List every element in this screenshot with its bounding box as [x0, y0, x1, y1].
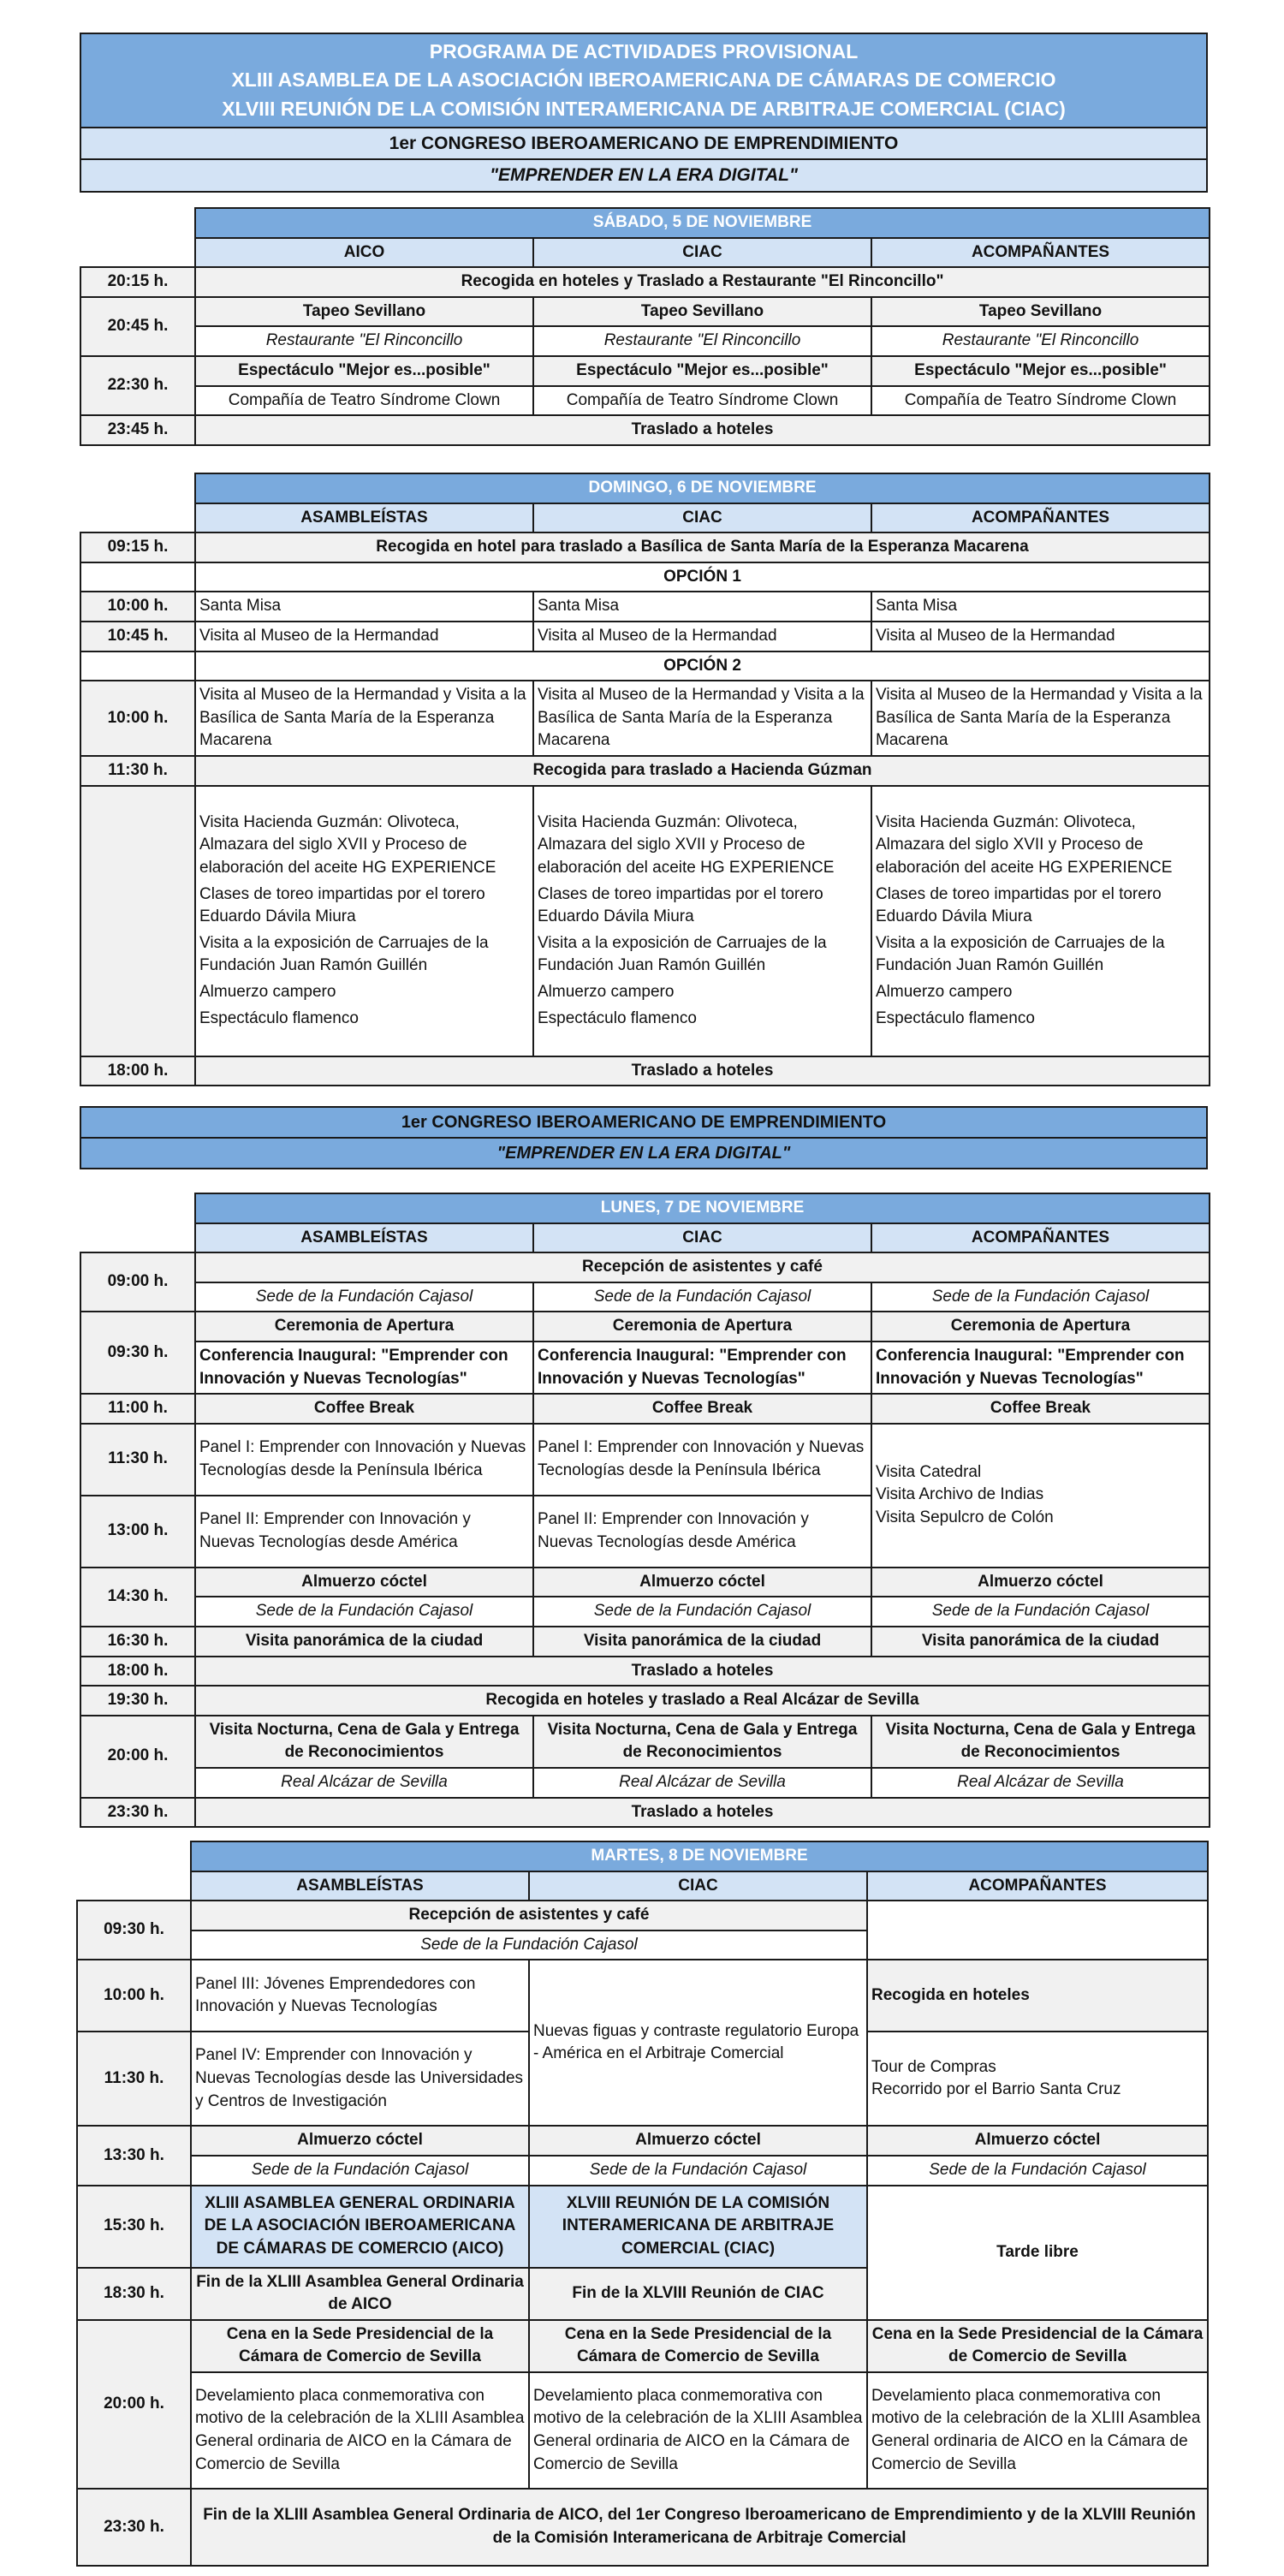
- time-cell: 20:15 h.: [80, 267, 195, 297]
- activity-cell: Visita panorámica de la ciudad: [195, 1627, 533, 1657]
- activity-item: Visita a la exposición de Carruajes de la Fundación Juan Ramón Guillén: [538, 933, 827, 975]
- activity-cell: Tapeo Sevillano: [871, 297, 1210, 327]
- time-cell: 11:00 h.: [80, 1394, 195, 1424]
- activity-cell: Recepción de asistentes y café: [195, 1252, 1210, 1282]
- activity-cell: Almuerzo cóctel: [191, 2126, 529, 2156]
- location-cell: Sede de la Fundación Cajasol: [871, 1282, 1210, 1312]
- location-cell: Restaurante "El Rinconcillo: [195, 326, 533, 356]
- activity-cell: Conferencia Inaugural: "Emprender con Innovación y Nuevas Tecnologías": [871, 1342, 1210, 1394]
- time-cell: 13:00 h.: [80, 1496, 195, 1568]
- table-row: [77, 1901, 1208, 1931]
- table-row: [80, 415, 1210, 445]
- title-line-2: XLIII ASAMBLEA DE LA ASOCIACIÓN IBEROAMERICANA DE CÁMARAS DE COMERCIO: [231, 68, 1056, 92]
- activity-item: Espectáculo flamenco: [199, 1008, 359, 1027]
- time-cell: 23:30 h.: [77, 2489, 191, 2566]
- activity-cell: Develamiento placa conmemorativa con motivo de la celebración de la XLIII Asamblea General ordinaria de AICO en la Cámara de Comercio de Sevilla: [529, 2372, 867, 2489]
- activity-cell: Conferencia Inaugural: "Emprender con Innovación y Nuevas Tecnologías": [195, 1342, 533, 1394]
- day-title: LUNES, 7 DE NOVIEMBRE: [195, 1193, 1210, 1223]
- table-row: [77, 2186, 1208, 2268]
- activity-cell: Panel II: Emprender con Innovación y Nuevas Tecnologías desde América: [195, 1496, 533, 1568]
- time-cell: 10:00 h.: [77, 1960, 191, 2032]
- activity-cell: Santa Misa: [533, 592, 871, 622]
- activity-item: Visita Catedral: [876, 1462, 982, 1481]
- table-row: [80, 356, 1210, 386]
- free-afternoon-cell: Tarde libre: [867, 2186, 1208, 2320]
- program-header: [80, 33, 1208, 193]
- activity-cell: Santa Misa: [195, 592, 533, 622]
- activity-cell: Develamiento placa conmemorativa con motivo de la celebración de la XLIII Asamblea General ordinaria de AICO en la Cámara de Comercio de Sevilla: [867, 2372, 1208, 2489]
- activity-cell: Cena en la Sede Presidencial de la Cámara de Comercio de Sevilla: [529, 2320, 867, 2372]
- activity-cell: Visita al Museo de la Hermandad: [195, 622, 533, 651]
- activity-cell: Almuerzo cóctel: [867, 2126, 1208, 2156]
- time-cell: 18:00 h.: [80, 1657, 195, 1687]
- activity-list: [533, 786, 871, 1056]
- table-row: [80, 1798, 1210, 1828]
- table-row: [80, 532, 1210, 562]
- activity-cell: Visita al Museo de la Hermandad: [871, 622, 1210, 651]
- time-cell: 11:30 h.: [80, 1424, 195, 1496]
- activity-cell: Visita al Museo de la Hermandad: [533, 622, 871, 651]
- column-header: CIAC: [529, 1871, 867, 1901]
- day-title: DOMINGO, 6 DE NOVIEMBRE: [195, 473, 1210, 503]
- activity-cell: Traslado a hoteles: [195, 1657, 1210, 1687]
- activity-item: Almuerzo campero: [199, 983, 336, 1002]
- time-cell-empty: [80, 786, 195, 1056]
- table-row: [80, 326, 1210, 356]
- location-cell: Sede de la Fundación Cajasol: [533, 1597, 871, 1627]
- activity-item: Visita Hacienda Guzmán: Olivoteca, Almazara del siglo XVII y Proceso de elaboración del aceite HG EXPERIENCE: [876, 812, 1173, 878]
- table-row: [80, 386, 1210, 416]
- table-row: [80, 1056, 1210, 1086]
- table-row: [80, 1597, 1210, 1627]
- column-header: CIAC: [533, 238, 871, 268]
- activity-cell: Fin de la XLVIII Reunión de CIAC: [529, 2268, 867, 2320]
- table-row: [77, 2320, 1208, 2372]
- activity-item: Clases de toreo impartidas por el torero Eduardo Dávila Miura: [199, 884, 485, 926]
- activity-item: Visita Archivo de Indias: [876, 1485, 1044, 1504]
- table-row: [80, 1627, 1210, 1657]
- table-row: [80, 622, 1210, 651]
- activity-cell: Nuevas figuas y contraste regulatorio Europa - América en el Arbitraje Comercial: [529, 1960, 867, 2126]
- activity-cell: Recogida en hoteles: [867, 1960, 1208, 2032]
- activity-cell: Recogida en hoteles y Traslado a Restaurante "El Rinconcillo": [195, 267, 1210, 297]
- time-cell: 13:30 h.: [77, 2126, 191, 2185]
- table-row: [80, 786, 1210, 1056]
- activity-cell: Recogida en hotel para traslado a Basílica de Santa María de la Esperanza Macarena: [195, 532, 1210, 562]
- column-header: ASAMBLEÍSTAS: [195, 503, 533, 533]
- location-cell: Restaurante "El Rinconcillo: [533, 326, 871, 356]
- title-line-3: XLVIII REUNIÓN DE LA COMISIÓN INTERAMERICANA DE ARBITRAJE COMERCIAL (CIAC): [222, 97, 1066, 120]
- column-header: ACOMPAÑANTES: [867, 1871, 1208, 1901]
- time-cell: 20:00 h.: [77, 2320, 191, 2489]
- time-cell: 18:30 h.: [77, 2268, 191, 2320]
- activity-cell: Traslado a hoteles: [195, 1056, 1210, 1086]
- activity-item: Espectáculo flamenco: [538, 1008, 697, 1027]
- location-cell: Sede de la Fundación Cajasol: [529, 2156, 867, 2186]
- table-row: [77, 2372, 1208, 2489]
- table-row: [80, 267, 1210, 297]
- activity-cell: Recogida para traslado a Hacienda Gúzman: [195, 756, 1210, 786]
- table-row: [80, 1312, 1210, 1342]
- location-cell: Sede de la Fundación Cajasol: [867, 2156, 1208, 2186]
- activity-cell: Espectáculo "Mejor es...posible": [533, 356, 871, 386]
- activity-cell: Recepción de asistentes y café: [191, 1901, 867, 1931]
- table-row: [77, 2489, 1208, 2566]
- location-cell: Real Alcázar de Sevilla: [871, 1768, 1210, 1798]
- table-row: [80, 756, 1210, 786]
- activity-cell: Coffee Break: [533, 1394, 871, 1424]
- table-row: [80, 1686, 1210, 1716]
- activity-cell: Visita panorámica de la ciudad: [533, 1627, 871, 1657]
- activity-item: Clases de toreo impartidas por el torero Eduardo Dávila Miura: [538, 884, 823, 926]
- location-cell: Compañía de Teatro Síndrome Clown: [195, 386, 533, 416]
- location-cell: Sede de la Fundación Cajasol: [191, 2156, 529, 2186]
- table-row: [80, 1342, 1210, 1394]
- time-cell: 19:30 h.: [80, 1686, 195, 1716]
- activity-cell: Visita Nocturna, Cena de Gala y Entrega de Reconocimientos: [195, 1716, 533, 1768]
- table-row: [77, 2126, 1208, 2156]
- closing-cell: Fin de la XLIII Asamblea General Ordinaria de AICO, del 1er Congreso Iberoamericano de Emprendimiento y de la XLVIII Reunión de la Comisión Interamericana de Arbitraje Comercial: [191, 2489, 1208, 2566]
- option-label: OPCIÓN 2: [195, 651, 1210, 681]
- activity-cell: Espectáculo "Mejor es...posible": [871, 356, 1210, 386]
- activity-cell: Panel III: Jóvenes Emprendedores con Innovación y Nuevas Tecnologías: [191, 1960, 529, 2032]
- time-cell: 09:15 h.: [80, 532, 195, 562]
- activity-cell: Coffee Break: [195, 1394, 533, 1424]
- activity-cell: Recogida en hoteles y traslado a Real Alcázar de Sevilla: [195, 1686, 1210, 1716]
- time-cell: 23:45 h.: [80, 415, 195, 445]
- table-row: [80, 297, 1210, 327]
- activity-cell: Ceremonia de Apertura: [195, 1312, 533, 1342]
- activity-item: Clases de toreo impartidas por el torero Eduardo Dávila Miura: [876, 884, 1162, 926]
- activity-cell: Panel I: Emprender con Innovación y Nuevas Tecnologías desde la Península Ibérica: [195, 1424, 533, 1496]
- table-row: [80, 1282, 1210, 1312]
- location-cell: Sede de la Fundación Cajasol: [533, 1282, 871, 1312]
- location-cell: Compañía de Teatro Síndrome Clown: [871, 386, 1210, 416]
- activity-cell: Ceremonia de Apertura: [871, 1312, 1210, 1342]
- table-row: [80, 1716, 1210, 1768]
- location-cell: Real Alcázar de Sevilla: [195, 1768, 533, 1798]
- time-cell: 10:45 h.: [80, 622, 195, 651]
- title-line-1: PROGRAMA DE ACTIVIDADES PROVISIONAL: [429, 40, 859, 62]
- activity-list: [871, 786, 1210, 1056]
- location-cell: Sede de la Fundación Cajasol: [871, 1597, 1210, 1627]
- activity-cell: Fin de la XLIII Asamblea General Ordinaria de AICO: [191, 2268, 529, 2320]
- time-cell: 11:30 h.: [77, 2032, 191, 2126]
- table-row: [80, 562, 1210, 592]
- assembly-cell: XLIII ASAMBLEA GENERAL ORDINARIA DE LA ASOCIACIÓN IBEROAMERICANA DE CÁMARAS DE COMERCIO (AICO): [191, 2186, 529, 2268]
- activity-item: Espectáculo flamenco: [876, 1008, 1035, 1027]
- activity-list: [867, 2032, 1208, 2126]
- meeting-cell: XLVIII REUNIÓN DE LA COMISIÓN INTERAMERICANA DE ARBITRAJE COMERCIAL (CIAC): [529, 2186, 867, 2268]
- activity-list: [871, 1424, 1210, 1568]
- empty-cell: [867, 1901, 1208, 1960]
- table-row: [80, 1394, 1210, 1424]
- activity-cell: Ceremonia de Apertura: [533, 1312, 871, 1342]
- activity-cell: Santa Misa: [871, 592, 1210, 622]
- activity-cell: Visita al Museo de la Hermandad y Visita a la Basílica de Santa María de la Esperanza Macarena: [533, 681, 871, 756]
- activity-cell: Almuerzo cóctel: [195, 1568, 533, 1597]
- activity-item: Visita Sepulcro de Colón: [876, 1508, 1054, 1527]
- congress-header: [80, 1106, 1208, 1169]
- time-cell: 10:00 h.: [80, 592, 195, 622]
- table-row: [80, 651, 1210, 681]
- location-cell: Compañía de Teatro Síndrome Clown: [533, 386, 871, 416]
- table-row: [80, 1657, 1210, 1687]
- location-cell: Sede de la Fundación Cajasol: [195, 1597, 533, 1627]
- location-cell: Sede de la Fundación Cajasol: [195, 1282, 533, 1312]
- activity-cell: Visita Nocturna, Cena de Gala y Entrega de Reconocimientos: [871, 1716, 1210, 1768]
- column-header: ASAMBLEÍSTAS: [191, 1871, 529, 1901]
- activity-cell: Visita panorámica de la ciudad: [871, 1627, 1210, 1657]
- location-cell: Sede de la Fundación Cajasol: [191, 1931, 867, 1960]
- column-header: AICO: [195, 238, 533, 268]
- activity-cell: Visita Nocturna, Cena de Gala y Entrega de Reconocimientos: [533, 1716, 871, 1768]
- activity-cell: Coffee Break: [871, 1394, 1210, 1424]
- activity-cell: Panel IV: Emprender con Innovación y Nuevas Tecnologías desde las Universidades y Centros de Investigación: [191, 2032, 529, 2126]
- activity-cell: Cena en la Sede Presidencial de la Cámara de Comercio de Sevilla: [867, 2320, 1208, 2372]
- activity-cell: Develamiento placa conmemorativa con motivo de la celebración de la XLIII Asamblea General ordinaria de AICO en la Cámara de Comercio de Sevilla: [191, 2372, 529, 2489]
- activity-cell: Conferencia Inaugural: "Emprender con Innovación y Nuevas Tecnologías": [533, 1342, 871, 1394]
- activity-cell: Visita al Museo de la Hermandad y Visita a la Basílica de Santa María de la Esperanza Macarena: [195, 681, 533, 756]
- time-cell: 20:45 h.: [80, 297, 195, 356]
- table-row: [77, 1960, 1208, 2032]
- table-row: [80, 1252, 1210, 1282]
- time-cell: 10:00 h.: [80, 681, 195, 756]
- time-cell: 09:30 h.: [77, 1901, 191, 1960]
- time-cell: 09:30 h.: [80, 1312, 195, 1394]
- activity-cell: Tapeo Sevillano: [195, 297, 533, 327]
- program-title: [80, 33, 1207, 128]
- congress-title: 1er CONGRESO IBEROAMERICANO DE EMPRENDIMIENTO: [80, 128, 1207, 159]
- table-row: [77, 2156, 1208, 2186]
- table-row: [80, 681, 1210, 756]
- schedule-sunday: [80, 473, 1210, 1086]
- activity-cell: Espectáculo "Mejor es...posible": [195, 356, 533, 386]
- activity-item: Visita a la exposición de Carruajes de la Fundación Juan Ramón Guillén: [199, 933, 489, 975]
- activity-cell: Traslado a hoteles: [195, 415, 1210, 445]
- activity-cell: Panel I: Emprender con Innovación y Nuevas Tecnologías desde la Península Ibérica: [533, 1424, 871, 1496]
- column-header: CIAC: [533, 503, 871, 533]
- table-row: [80, 1768, 1210, 1798]
- activity-cell: Cena en la Sede Presidencial de la Cámara de Comercio de Sevilla: [191, 2320, 529, 2372]
- location-cell: Real Alcázar de Sevilla: [533, 1768, 871, 1798]
- option-label: OPCIÓN 1: [195, 562, 1210, 592]
- day-title: MARTES, 8 DE NOVIEMBRE: [191, 1841, 1208, 1871]
- activity-cell: Tapeo Sevillano: [533, 297, 871, 327]
- column-header: CIAC: [533, 1223, 871, 1253]
- time-cell: 15:30 h.: [77, 2186, 191, 2268]
- time-cell: 18:00 h.: [80, 1056, 195, 1086]
- activity-cell: Almuerzo cóctel: [871, 1568, 1210, 1597]
- activity-item: Tour de Compras: [871, 2057, 996, 2076]
- schedule-saturday: [80, 207, 1210, 446]
- location-cell: Restaurante "El Rinconcillo: [871, 326, 1210, 356]
- time-cell: 11:30 h.: [80, 756, 195, 786]
- activity-item: Almuerzo campero: [876, 983, 1013, 1002]
- time-cell: 09:00 h.: [80, 1252, 195, 1312]
- time-cell: 20:00 h.: [80, 1716, 195, 1798]
- column-header: ASAMBLEÍSTAS: [195, 1223, 533, 1253]
- activity-cell: Almuerzo cóctel: [529, 2126, 867, 2156]
- activity-cell: Almuerzo cóctel: [533, 1568, 871, 1597]
- congress-slogan: "EMPRENDER EN LA ERA DIGITAL": [80, 1138, 1207, 1169]
- activity-cell: Panel II: Emprender con Innovación y Nuevas Tecnologías desde América: [533, 1496, 871, 1568]
- schedule-monday: [80, 1193, 1210, 1828]
- activity-cell: Traslado a hoteles: [195, 1798, 1210, 1828]
- table-row: [80, 1424, 1210, 1496]
- table-row: [80, 592, 1210, 622]
- activity-list: [195, 786, 533, 1056]
- table-row: [80, 1568, 1210, 1597]
- column-header: ACOMPAÑANTES: [871, 238, 1210, 268]
- congress-slogan: "EMPRENDER EN LA ERA DIGITAL": [80, 159, 1207, 191]
- activity-cell: Visita al Museo de la Hermandad y Visita a la Basílica de Santa María de la Esperanza Macarena: [871, 681, 1210, 756]
- time-cell: 23:30 h.: [80, 1798, 195, 1828]
- congress-title: 1er CONGRESO IBEROAMERICANO DE EMPRENDIMIENTO: [80, 1107, 1207, 1138]
- day-title: SÁBADO, 5 DE NOVIEMBRE: [195, 208, 1210, 238]
- time-cell: 16:30 h.: [80, 1627, 195, 1657]
- column-header: ACOMPAÑANTES: [871, 1223, 1210, 1253]
- activity-item: Almuerzo campero: [538, 983, 675, 1002]
- activity-item: Recorrido por el Barrio Santa Cruz: [871, 2080, 1121, 2099]
- schedule-tuesday: [76, 1841, 1209, 2567]
- column-header: ACOMPAÑANTES: [871, 503, 1210, 533]
- activity-item: Visita Hacienda Guzmán: Olivoteca, Almazara del siglo XVII y Proceso de elaboración del aceite HG EXPERIENCE: [199, 812, 496, 878]
- time-cell: 14:30 h.: [80, 1568, 195, 1627]
- time-cell: 22:30 h.: [80, 356, 195, 415]
- activity-item: Visita a la exposición de Carruajes de la Fundación Juan Ramón Guillén: [876, 933, 1165, 975]
- activity-item: Visita Hacienda Guzmán: Olivoteca, Almazara del siglo XVII y Proceso de elaboración del aceite HG EXPERIENCE: [538, 812, 835, 878]
